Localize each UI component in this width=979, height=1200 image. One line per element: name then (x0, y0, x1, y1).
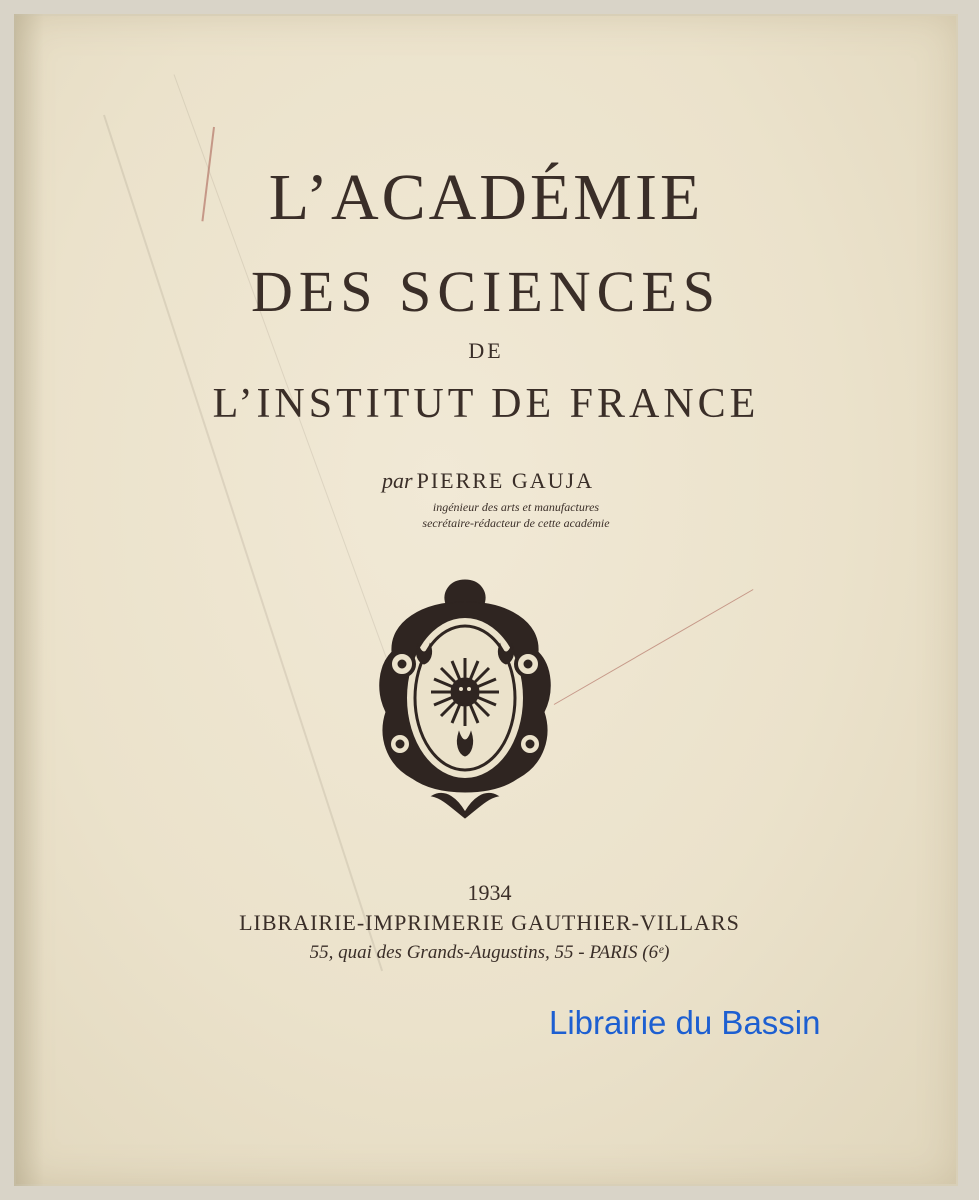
publication-year: 1934 (467, 880, 512, 905)
author-role-2: secrétaire-rédacteur de cette académie (422, 516, 610, 530)
author-line (16, 468, 960, 494)
publisher-name: LIBRAIRIE-IMPRIMERIE GAUTHIER-VILLARS (239, 910, 740, 935)
title-line-3: DE (468, 338, 504, 363)
pencil-mark (554, 589, 754, 705)
shield-sun-emblem (362, 574, 568, 825)
author-prefix: par (382, 468, 413, 493)
seller-watermark: Librairie du Bassin (549, 1004, 821, 1041)
author-role-1: ingénieur des arts et manufactures (432, 500, 600, 514)
scuff-mark (103, 115, 383, 972)
title-line-2: DES SCIENCES (250, 259, 721, 324)
publisher-address: 55, quai des Grands-Augustins, 55 - PARIS (6ᵉ) (309, 942, 670, 963)
title-line-1: L’ACADÉMIE (268, 161, 704, 234)
title-line-4: L’INSTITUT DE FRANCE (212, 381, 760, 427)
author-name: PIERRE GAUJA (416, 468, 594, 493)
